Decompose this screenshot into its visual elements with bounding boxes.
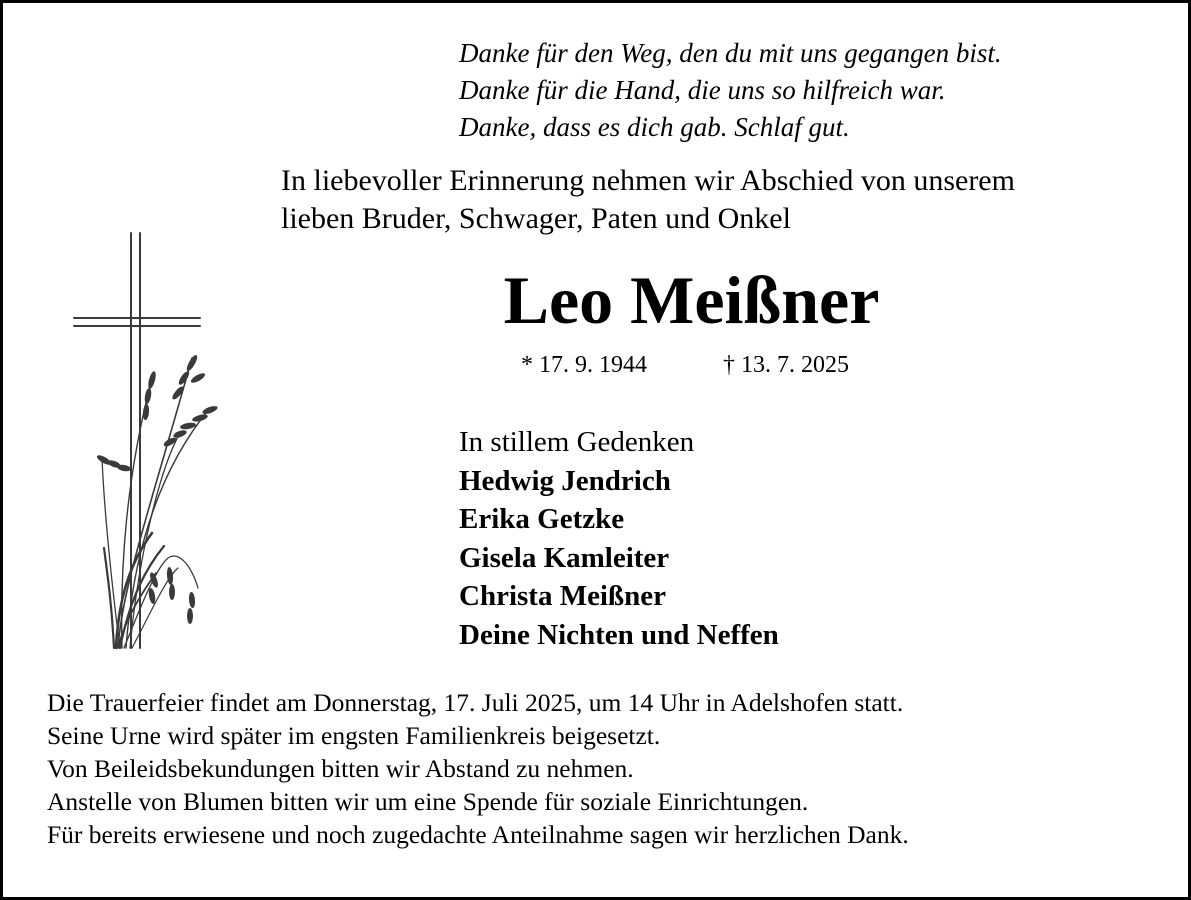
poem-line: Danke für die Hand, die uns so hilfreich war. (459, 75, 946, 105)
note-line: Von Beileidsbekundungen bitten wir Abstand zu nehmen. (47, 754, 634, 783)
mourner-name: Hedwig Jendrich (459, 464, 671, 497)
note-line: Die Trauerfeier findet am Donnerstag, 17. Juli 2025, um 14 Uhr in Adelshofen statt. (47, 688, 904, 717)
intro-line: lieben Bruder, Schwager, Paten und Onkel (281, 202, 791, 235)
death-date: † 13. 7. 2025 (723, 352, 849, 378)
mourner-name: Christa Meißner (459, 580, 666, 612)
cross-with-grasses-icon (60, 228, 230, 653)
intro-text (281, 162, 1015, 238)
mourner-name: Gisela Kamleiter (459, 541, 670, 574)
mourner-name: Deine Nichten und Neffen (459, 618, 779, 651)
mourner-name: Erika Getzke (459, 503, 625, 535)
note-line: Für bereits erwiesene und noch zugedachte Anteilnahme sagen wir herzlichen Dank. (47, 820, 909, 849)
note-line: Anstelle von Blumen bitten wir um eine Spende für soziale Einrichtungen. (47, 787, 809, 816)
mourners-block (459, 423, 779, 654)
birth-date: * 17. 9. 1944 (521, 352, 647, 378)
mourners-heading: In stillem Gedenken (459, 426, 695, 458)
funeral-notes (47, 686, 909, 851)
poem-line: Danke, dass es dich gab. Schlaf gut. (459, 112, 850, 142)
note-line: Seine Urne wird später im engsten Familienkreis beigesetzt. (47, 721, 661, 750)
poem-line: Danke für den Weg, den du mit uns gegangen bist. (459, 38, 1002, 68)
intro-line: In liebevoller Erinnerung nehmen wir Abschied von unserem (281, 164, 1015, 197)
poem (459, 35, 1002, 146)
deceased-name: Leo Meißner (503, 262, 880, 338)
